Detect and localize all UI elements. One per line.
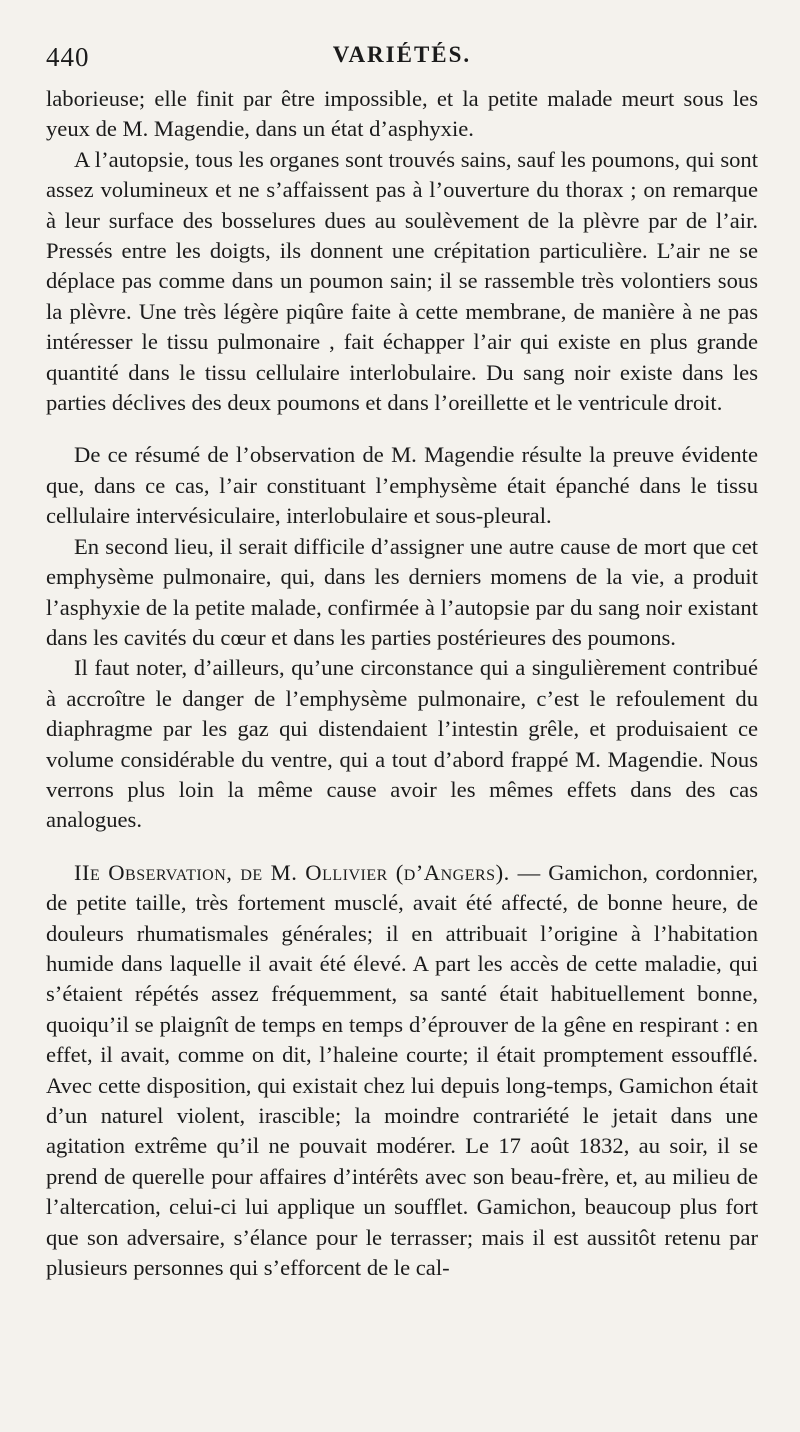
observation-heading: IIe Observation, de M. Ollivier (d’Angers). — bbox=[74, 859, 541, 885]
running-title: VARIÉTÉS. bbox=[332, 42, 472, 67]
paragraph-diaphragm: Il faut noter, d’ailleurs, qu’une circonstance qui a singulièrement contribué à accroître le danger de l’emphysème pulmonaire, c’est le refoulement du diaphragme par les gaz qui distendaient l’intestin grêle, et produisaient ce volume considérable du ventre, qui a tout d’abord frappé M. Magendie. Nous verrons plus loin la même cause avoir les mêmes effets dans des cas analogues. bbox=[46, 655, 758, 833]
paragraph-observation bbox=[46, 858, 758, 1284]
paragraph-cause-of-death: En second lieu, il serait difficile d’assigner une autre cause de mort que cet emphysème pulmonaire, qui, dans les derniers momens de la vie, a produit l’asphyxie de la petite malade, confirmée à l’autopsie par du sang noir existant dans les cavités du cœur et dans les parties postérieures des poumons. bbox=[46, 533, 758, 650]
paragraph-autopsy: A l’autopsie, tous les organes sont trouvés sains, sauf les poumons, qui sont assez volumineux et ne s’affaissent pas à l’ouverture du thorax ; on remarque à leur surface des bosselures dues au soulèvement de la plèvre par de l’air. Pressés entre les doigts, ils donnent une crépitation particulière. L’air ne se déplace pas comme dans un poumon sain; il se rassemble très volontiers sous la plèvre. Une très légère piqûre faite à cette membrane, de manière à ne pas intéresser le tissu pulmonaire , fait échapper l’air qui existe en plus grande quantité dans le tissu cellulaire interlobulaire. Du sang noir existe dans les parties déclives des deux poumons et dans l’oreillette et le ventricule droit. bbox=[46, 146, 758, 416]
paragraph-continuation: laborieuse; elle finit par être impossible, et la petite malade meurt sous les yeux de M. Magendie, dans un état d’asphyxie. bbox=[46, 86, 758, 142]
observation-text: Gamichon, cordonnier, de petite taille, très fortement musclé, avait été affecté, de bonne heure, de douleurs rhumatismales générales; il en attribuait l’origine à l’habitation humide dans laquelle il avait été élevé. A part les accès de cette maladie, qui s’étaient répétés assez fréquemment, sa santé était habituellement bonne, quoiqu’il se plaignît de temps en temps d’éprouver de la gêne en respirant : en effet, il avait, comme on dit, l’haleine courte; il était promptement essoufflé. Avec cette disposition, qui existait chez lui depuis long-temps, Gamichon était d’un naturel violent, irascible; la moindre contrariété le jetait dans une agitation extrême qu’il ne pouvait modérer. Le 17 août 1832, au soir, il se prend de querelle pour affaires d’intérêts avec son beau-frère, et, au milieu de l’altercation, celui-ci lui applique un soufflet. Gamichon, beaucoup plus fort que son adversaire, s’élance pour le terrasser; mais il est aussitôt retenu par plusieurs personnes qui s’efforcent de le cal- bbox=[46, 859, 759, 1281]
page-header bbox=[46, 38, 758, 84]
page-number: 440 bbox=[46, 42, 90, 72]
paragraph-summary: De ce résumé de l’observation de M. Magendie résulte la preuve évidente que, dans ce cas, l’air constituant l’emphysème était épanché dans le tissu cellulaire intervésiculaire, interlobulaire et sous-pleural. bbox=[46, 442, 758, 529]
